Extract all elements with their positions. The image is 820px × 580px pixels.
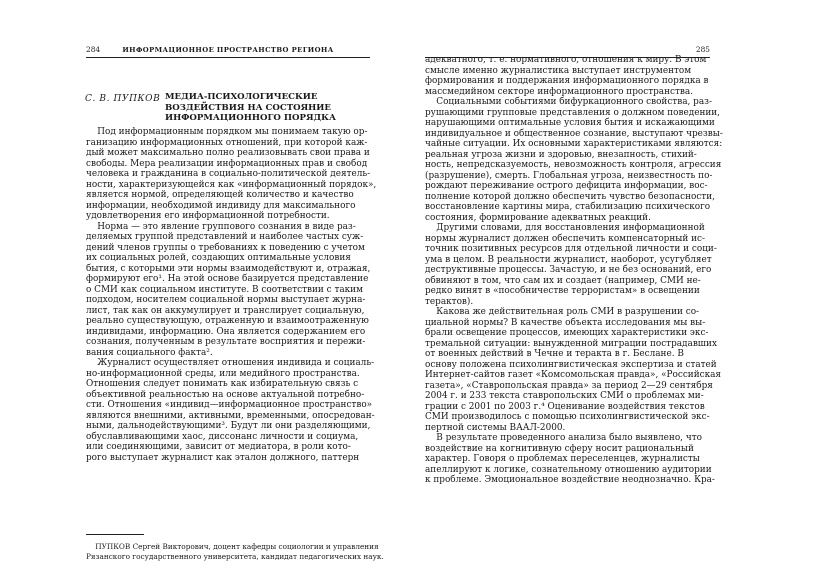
text-line: дений членов группы о требованиях к поведению с учетом bbox=[86, 242, 365, 253]
text-line: сти. Отношения «индивид—информационное пространство» bbox=[86, 400, 373, 410]
page-number-right: 285 bbox=[695, 45, 710, 54]
text-line: тремальной ситуации: вынужденной миграции пострадавших bbox=[425, 338, 717, 349]
text-line: о СМИ как социальном институте. В соответствии с таким bbox=[86, 284, 364, 295]
text-line: Норма — это явление группового сознания в виде раз- bbox=[86, 221, 356, 232]
text-line: смысле именно журналистика выступает инструментом bbox=[425, 65, 692, 76]
text-line: человека и гражданина в социально-политической деятель- bbox=[86, 169, 371, 179]
text-line: информации, необходимой индивиду для максимального bbox=[86, 200, 356, 211]
text-line: подходом, носителем социальной нормы выступает журна- bbox=[86, 295, 366, 305]
running-title: ИНФОРМАЦИОННОЕ ПРОСТРАНСТВО РЕГИОНА bbox=[122, 46, 334, 54]
right-page bbox=[410, 0, 820, 580]
footnote-line: ПУПКОВ Сергей Викторович, доцент кафедры социологии и управления bbox=[86, 542, 379, 551]
text-line: массмедийном секторе информационного пространства. bbox=[425, 86, 693, 97]
text-line: формируют его¹. На этой основе базируется представление bbox=[86, 274, 369, 284]
text-line: характер. Говоря о проблемах переселенцев, журналисты bbox=[425, 454, 700, 464]
text-line: редко винят в «пособничестве террористам» в освещении bbox=[425, 286, 700, 296]
text-line: (разрушение), смерть. Глобальная угроза, неизвестность по- bbox=[425, 170, 713, 181]
author-name: С. В. ПУПКОВ bbox=[85, 94, 161, 104]
title-line: ИНФОРМАЦИОННОГО ПОРЯДКА bbox=[165, 113, 336, 124]
text-line: апеллируют к логике, сознательному отношению аудитории bbox=[425, 464, 712, 475]
page-number-left: 284 bbox=[86, 45, 101, 54]
text-line: рушающими групповые представления о должном поведении, bbox=[425, 107, 721, 118]
header-rule-left bbox=[86, 57, 370, 58]
text-line: являются внешними, активными, временными, опосредован- bbox=[86, 410, 375, 421]
text-line: вания социального факта². bbox=[86, 347, 213, 358]
author-footnote bbox=[86, 542, 384, 561]
text-line: В результате проведенного анализа было выявлено, что bbox=[425, 433, 702, 443]
text-line: нормы журналист должен обеспечить компенсаторный ис- bbox=[425, 233, 705, 244]
text-line: 2004 г. и 233 текста ставропольских СМИ о проблемах ми- bbox=[425, 391, 704, 401]
text-line: деструктивные процессы. Зачастую, и не без оснований, его bbox=[425, 265, 712, 275]
text-line: чайные ситуации. Их основными характеристиками являются: bbox=[425, 139, 723, 149]
text-line: СМИ производилось с помощью психолингвистической экс- bbox=[425, 412, 710, 422]
text-line: грации с 2001 по 2003 г.⁴ Оценивание воздействия текстов bbox=[425, 401, 705, 412]
title-line: ВОЗДЕЙСТВИЯ НА СОСТОЯНИЕ bbox=[165, 102, 331, 113]
text-line: удовлетворения его информационной потребности. bbox=[86, 211, 330, 221]
text-line: Социальными событиями бифуркационного свойства, раз- bbox=[425, 97, 712, 107]
title-line: МЕДИА-ПСИХОЛОГИЧЕСКИЕ bbox=[165, 92, 318, 102]
text-line: лист, так как он аккумулирует и транслирует социальную, bbox=[86, 305, 365, 316]
footnote-rule bbox=[86, 534, 144, 535]
text-line: ганизацию информационных отношений, при которой каж- bbox=[86, 137, 368, 148]
footnote-line: Рязанского государственного университета, кандидат педагогических наук. bbox=[86, 551, 384, 561]
text-line: является нормой, определяющей количество и качество bbox=[86, 190, 354, 200]
text-line: точник позитивных ресурсов для отдельной личности и соци- bbox=[425, 244, 717, 254]
text-line: терактов). bbox=[425, 296, 474, 307]
text-line: пертной системы ВААЛ-2000. bbox=[425, 422, 566, 433]
text-line: ности, характеризующейся как «информационный порядок», bbox=[86, 179, 377, 190]
text-line: рождают переживание острого дефицита информации, вос- bbox=[425, 181, 708, 191]
text-line: восстановление картины мира, стабилизацию психического bbox=[425, 202, 711, 212]
text-line: дый может максимально полно реализовывать свои права и bbox=[86, 148, 370, 158]
text-line: их социальных ролей, создающих оптимальные условия bbox=[86, 253, 351, 263]
text-line: состояния, формирование адекватных реакций. bbox=[425, 212, 651, 223]
text-line: сознания, полученным в результате восприятия и пережи- bbox=[86, 337, 366, 347]
text-line: Другими словами, для восстановления информационной bbox=[425, 223, 705, 233]
text-line: Интернет-сайтов газет «Комсомольская правда», «Российская bbox=[425, 370, 722, 380]
left-body-text bbox=[86, 127, 377, 463]
text-line: объективной реальностью на основе актуальной потребно- bbox=[86, 389, 365, 400]
text-line: реально существующую, отраженную и взаимоотраженную bbox=[86, 316, 369, 326]
text-line: но-информационной среды, или медийного пространства. bbox=[86, 368, 360, 379]
text-line: брали освещение процессов, имеющих характеристики экс- bbox=[425, 328, 709, 338]
text-line: обуславливающими хаос, диссонанс личности и социума, bbox=[86, 431, 359, 442]
text-line: полнение которой должно обеспечить чувство безопасности, bbox=[425, 191, 715, 202]
running-head-left bbox=[86, 44, 370, 56]
text-line: свободы. Мера реализации информационных прав и свобод bbox=[86, 158, 368, 169]
text-line: деляемых группой представлений и наиболее частых суж- bbox=[86, 232, 364, 242]
text-line: ность, непредсказуемость, невозможность контроля, агрессия bbox=[425, 160, 722, 170]
text-line: адекватного, т. е. нормативного, отношения к миру. В этом bbox=[425, 55, 707, 65]
text-line: газета», «Ставропольская правда» за период 2—29 сентября bbox=[425, 380, 713, 391]
text-line: индивидами, информацию. Она является содержанием его bbox=[86, 326, 366, 337]
text-line: ума в целом. В реальности журналист, наоборот, усугубляет bbox=[425, 254, 712, 265]
text-line: циальной нормы? В качестве объекта исследования мы вы- bbox=[425, 317, 706, 328]
text-line: или соединяющими, зависит от медиатора, в роли кото- bbox=[86, 442, 351, 452]
text-line: бытия, с которыми эти нормы взаимодействуют и, отражая, bbox=[86, 263, 371, 274]
text-line: индивидуальное и общественное сознание, выступают чрезвы- bbox=[425, 128, 723, 139]
text-line: формирования и поддержания информационного порядка в bbox=[425, 76, 709, 86]
text-line: воздействие на когнитивную сферу носит рациональный bbox=[425, 443, 694, 454]
article-title bbox=[165, 92, 365, 124]
text-line: основу положена психолингвистическая экспертиза и статей bbox=[425, 359, 717, 370]
text-line: Какова же действительная роль СМИ в разрушении со- bbox=[425, 307, 700, 317]
text-line: обвиняют в том, что сам их и создает (например, СМИ не- bbox=[425, 275, 701, 286]
text-line: Журналист осуществляет отношения индивида и социаль- bbox=[86, 358, 375, 368]
text-line: к проблеме. Эмоциональное воздействие неоднозначно. Кра- bbox=[425, 475, 715, 485]
text-line: от военных действий в Чечне и теракта в г. Беслане. В bbox=[425, 349, 684, 359]
text-line: Отношения следует понимать как избирательную связь с bbox=[86, 379, 359, 389]
text-line: рого выступает журналист как эталон должного, паттерн bbox=[86, 452, 360, 463]
text-line: ными, дальнодействующими³. Будут ли они разделяющими, bbox=[86, 421, 371, 431]
text-line: реальная угроза жизни и здоровью, внезапность, стихий- bbox=[425, 149, 697, 160]
text-line: Под информационным порядком мы понимаем такую ор- bbox=[86, 127, 368, 137]
text-line: нарушающими оптимальные условия бытия и искажающими bbox=[425, 118, 715, 128]
right-body-text bbox=[425, 55, 723, 486]
